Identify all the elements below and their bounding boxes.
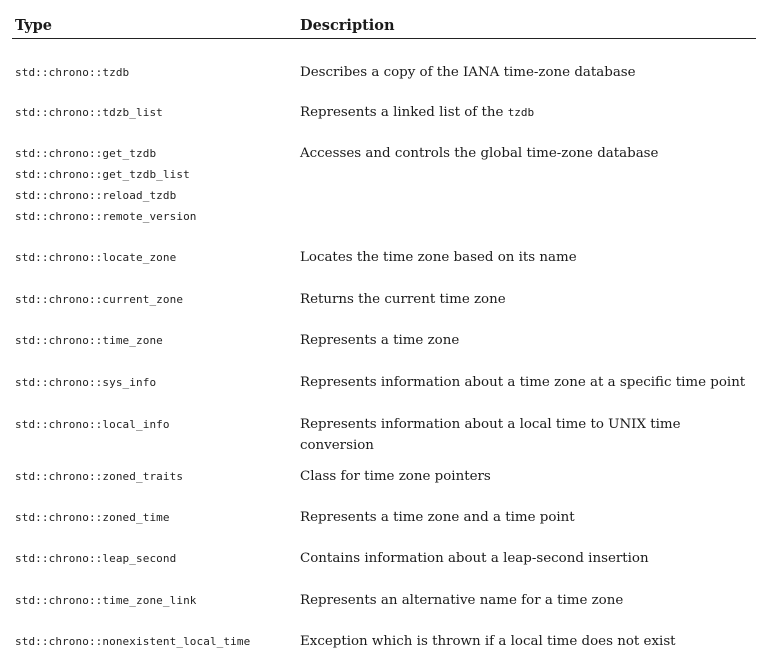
table-row (12, 507, 756, 528)
type-cell (12, 247, 300, 268)
description-text: conversion (300, 438, 374, 453)
type-name: std::chrono::locate_zone (15, 251, 177, 264)
type-name: std::chrono::current_zone (15, 293, 184, 306)
type-cell (12, 143, 300, 227)
type-cell (12, 466, 300, 487)
type-name: std::chrono::sys_info (15, 376, 157, 389)
table-row (12, 330, 756, 351)
type-name: std::chrono::leap_second (15, 552, 177, 565)
description-cell: Describes a copy of the IANA time-zone database (300, 65, 636, 80)
type-name: std::chrono::zoned_traits (15, 470, 184, 483)
description-column-header: Description (300, 17, 395, 34)
type-cell (12, 548, 300, 569)
description-cell: Class for time zone pointers (300, 469, 491, 484)
table-header (12, 14, 756, 39)
table-row (12, 548, 756, 569)
type-cell (12, 631, 300, 652)
type-name: std::chrono::get_tzdb (15, 147, 157, 160)
type-cell (12, 102, 300, 123)
description-text: Represents a linked list of the (300, 105, 504, 120)
description-cell: Returns the current time zone (300, 292, 506, 307)
description-cell (300, 102, 756, 123)
description-text: Represents information about a local time to UNIX time (300, 417, 681, 432)
type-name: std::chrono::remote_version (15, 210, 197, 223)
description-code: tzdb (507, 106, 535, 119)
table-row (12, 143, 756, 227)
type-cell (12, 62, 300, 83)
table-row (12, 466, 756, 487)
type-cell (12, 330, 300, 351)
description-cell: Represents a time zone and a time point (300, 510, 575, 525)
description-cell (300, 414, 756, 456)
table-row (12, 247, 756, 268)
table-row (12, 631, 756, 652)
description-cell: Represents an alternative name for a time zone (300, 593, 624, 608)
type-cell (12, 590, 300, 611)
description-cell: Locates the time zone based on its name (300, 250, 577, 265)
description-cell: Represents a time zone (300, 333, 460, 348)
description-cell: Represents information about a time zone at a specific time point (300, 375, 746, 390)
type-name: std::chrono::get_tzdb_list (15, 168, 190, 181)
type-name: std::chrono::tdzb_list (15, 106, 163, 119)
table-row (12, 590, 756, 611)
type-column-header: Type (15, 17, 52, 34)
chrono-timezone-table (12, 14, 756, 649)
type-name: std::chrono::time_zone (15, 334, 163, 347)
table-row (12, 372, 756, 393)
table-row (12, 289, 756, 310)
type-name: std::chrono::zoned_time (15, 511, 170, 524)
type-name: std::chrono::tzdb (15, 66, 130, 79)
type-cell (12, 289, 300, 310)
type-cell (12, 372, 300, 393)
type-cell (12, 414, 300, 456)
table-row (12, 102, 756, 123)
description-cell: Accesses and controls the global time-zone database (300, 146, 659, 161)
type-name: std::chrono::reload_tzdb (15, 189, 177, 202)
table-row (12, 414, 756, 456)
description-cell: Contains information about a leap-second insertion (300, 551, 649, 566)
type-name: std::chrono::nonexistent_local_time (15, 635, 251, 648)
description-cell: Exception which is thrown if a local time does not exist (300, 634, 676, 649)
table-row (12, 62, 756, 83)
type-name: std::chrono::local_info (15, 418, 170, 431)
type-cell (12, 507, 300, 528)
type-name: std::chrono::time_zone_link (15, 594, 197, 607)
